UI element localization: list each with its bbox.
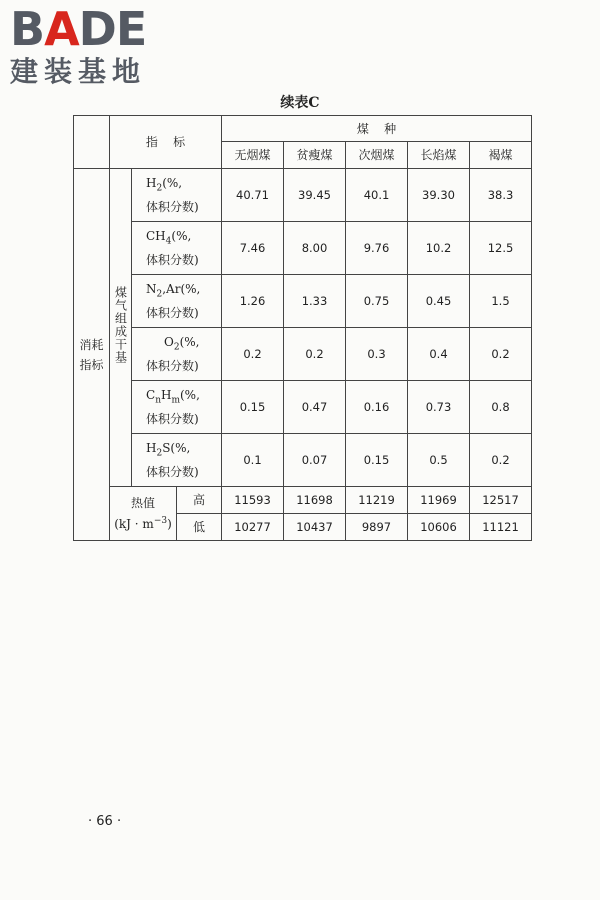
value-cell: 0.2: [470, 434, 532, 487]
coal-gas-table: [73, 115, 532, 541]
value-cell: 12.5: [470, 222, 532, 275]
value-cell: 11593: [222, 487, 284, 514]
value-cell: 0.15: [346, 434, 408, 487]
row-label: $C_nH_m(\%$, 体积分数): [132, 381, 222, 434]
coal-type-header: 煤 种: [222, 116, 532, 142]
value-cell: 1.33: [284, 275, 346, 328]
value-cell: 9897: [346, 514, 408, 541]
value-cell: 0.07: [284, 434, 346, 487]
value-cell: 40.1: [346, 169, 408, 222]
column-header: 褐煤: [470, 142, 532, 169]
high-label: 高: [177, 487, 222, 514]
group-label: 消耗指标: [79, 337, 104, 372]
value-cell: 0.3: [346, 328, 408, 381]
row-label: $N_2,Ar(\%$, 体积分数): [132, 275, 222, 328]
table-row: [74, 222, 532, 275]
value-cell: 7.46: [222, 222, 284, 275]
row-label: $H_2(\%$, 体积分数): [132, 169, 222, 222]
group-label-cell: [74, 169, 110, 541]
logo-subtitle: 建装基地: [10, 55, 147, 88]
heat-value-high-row: [74, 487, 532, 514]
table-row: [74, 328, 532, 381]
value-cell: 11219: [346, 487, 408, 514]
value-cell: 0.8: [470, 381, 532, 434]
value-cell: 39.30: [408, 169, 470, 222]
value-cell: 0.45: [408, 275, 470, 328]
value-cell: 0.15: [222, 381, 284, 434]
low-label: 低: [177, 514, 222, 541]
value-cell: 12517: [470, 487, 532, 514]
value-cell: 40.71: [222, 169, 284, 222]
value-cell: 0.2: [470, 328, 532, 381]
value-cell: 11121: [470, 514, 532, 541]
table-row: [74, 381, 532, 434]
indicator-header: 指 标: [110, 116, 222, 169]
value-cell: 0.75: [346, 275, 408, 328]
page-number: · 66 ·: [88, 814, 122, 829]
value-cell: 1.26: [222, 275, 284, 328]
subgroup-label-cell: [110, 169, 132, 487]
value-cell: 1.5: [470, 275, 532, 328]
value-cell: 38.3: [470, 169, 532, 222]
table-row: [74, 275, 532, 328]
logo-wordmark: BADE: [10, 2, 147, 56]
value-cell: 0.4: [408, 328, 470, 381]
value-cell: 11969: [408, 487, 470, 514]
column-header: 次烟煤: [346, 142, 408, 169]
column-header: 无烟煤: [222, 142, 284, 169]
value-cell: 0.47: [284, 381, 346, 434]
value-cell: 10.2: [408, 222, 470, 275]
value-cell: 0.2: [284, 328, 346, 381]
value-cell: 0.73: [408, 381, 470, 434]
row-label: $O_2(\%$, 体积分数): [132, 328, 222, 381]
value-cell: 0.1: [222, 434, 284, 487]
value-cell: 10437: [284, 514, 346, 541]
bade-logo: [8, 4, 178, 90]
heat-value-label: 热值 $(kJ \cdot m^{-3})$: [110, 487, 177, 541]
table-row: [74, 434, 532, 487]
value-cell: 0.16: [346, 381, 408, 434]
value-cell: 11698: [284, 487, 346, 514]
table-title: 续表C: [280, 95, 320, 111]
value-cell: 8.00: [284, 222, 346, 275]
header-blank-cell: [74, 116, 110, 169]
row-label: $CH_4(\%$, 体积分数): [132, 222, 222, 275]
column-header: 贫瘦煤: [284, 142, 346, 169]
row-label: $H_2S(\%$, 体积分数): [132, 434, 222, 487]
value-cell: 39.45: [284, 169, 346, 222]
value-cell: 0.2: [222, 328, 284, 381]
value-cell: 0.5: [408, 434, 470, 487]
value-cell: 9.76: [346, 222, 408, 275]
value-cell: 10606: [408, 514, 470, 541]
column-header: 长焰煤: [408, 142, 470, 169]
table-row: [74, 169, 532, 222]
header-row-1: [74, 116, 532, 142]
subgroup-label: 煤气组成干基: [113, 286, 128, 364]
value-cell: 10277: [222, 514, 284, 541]
